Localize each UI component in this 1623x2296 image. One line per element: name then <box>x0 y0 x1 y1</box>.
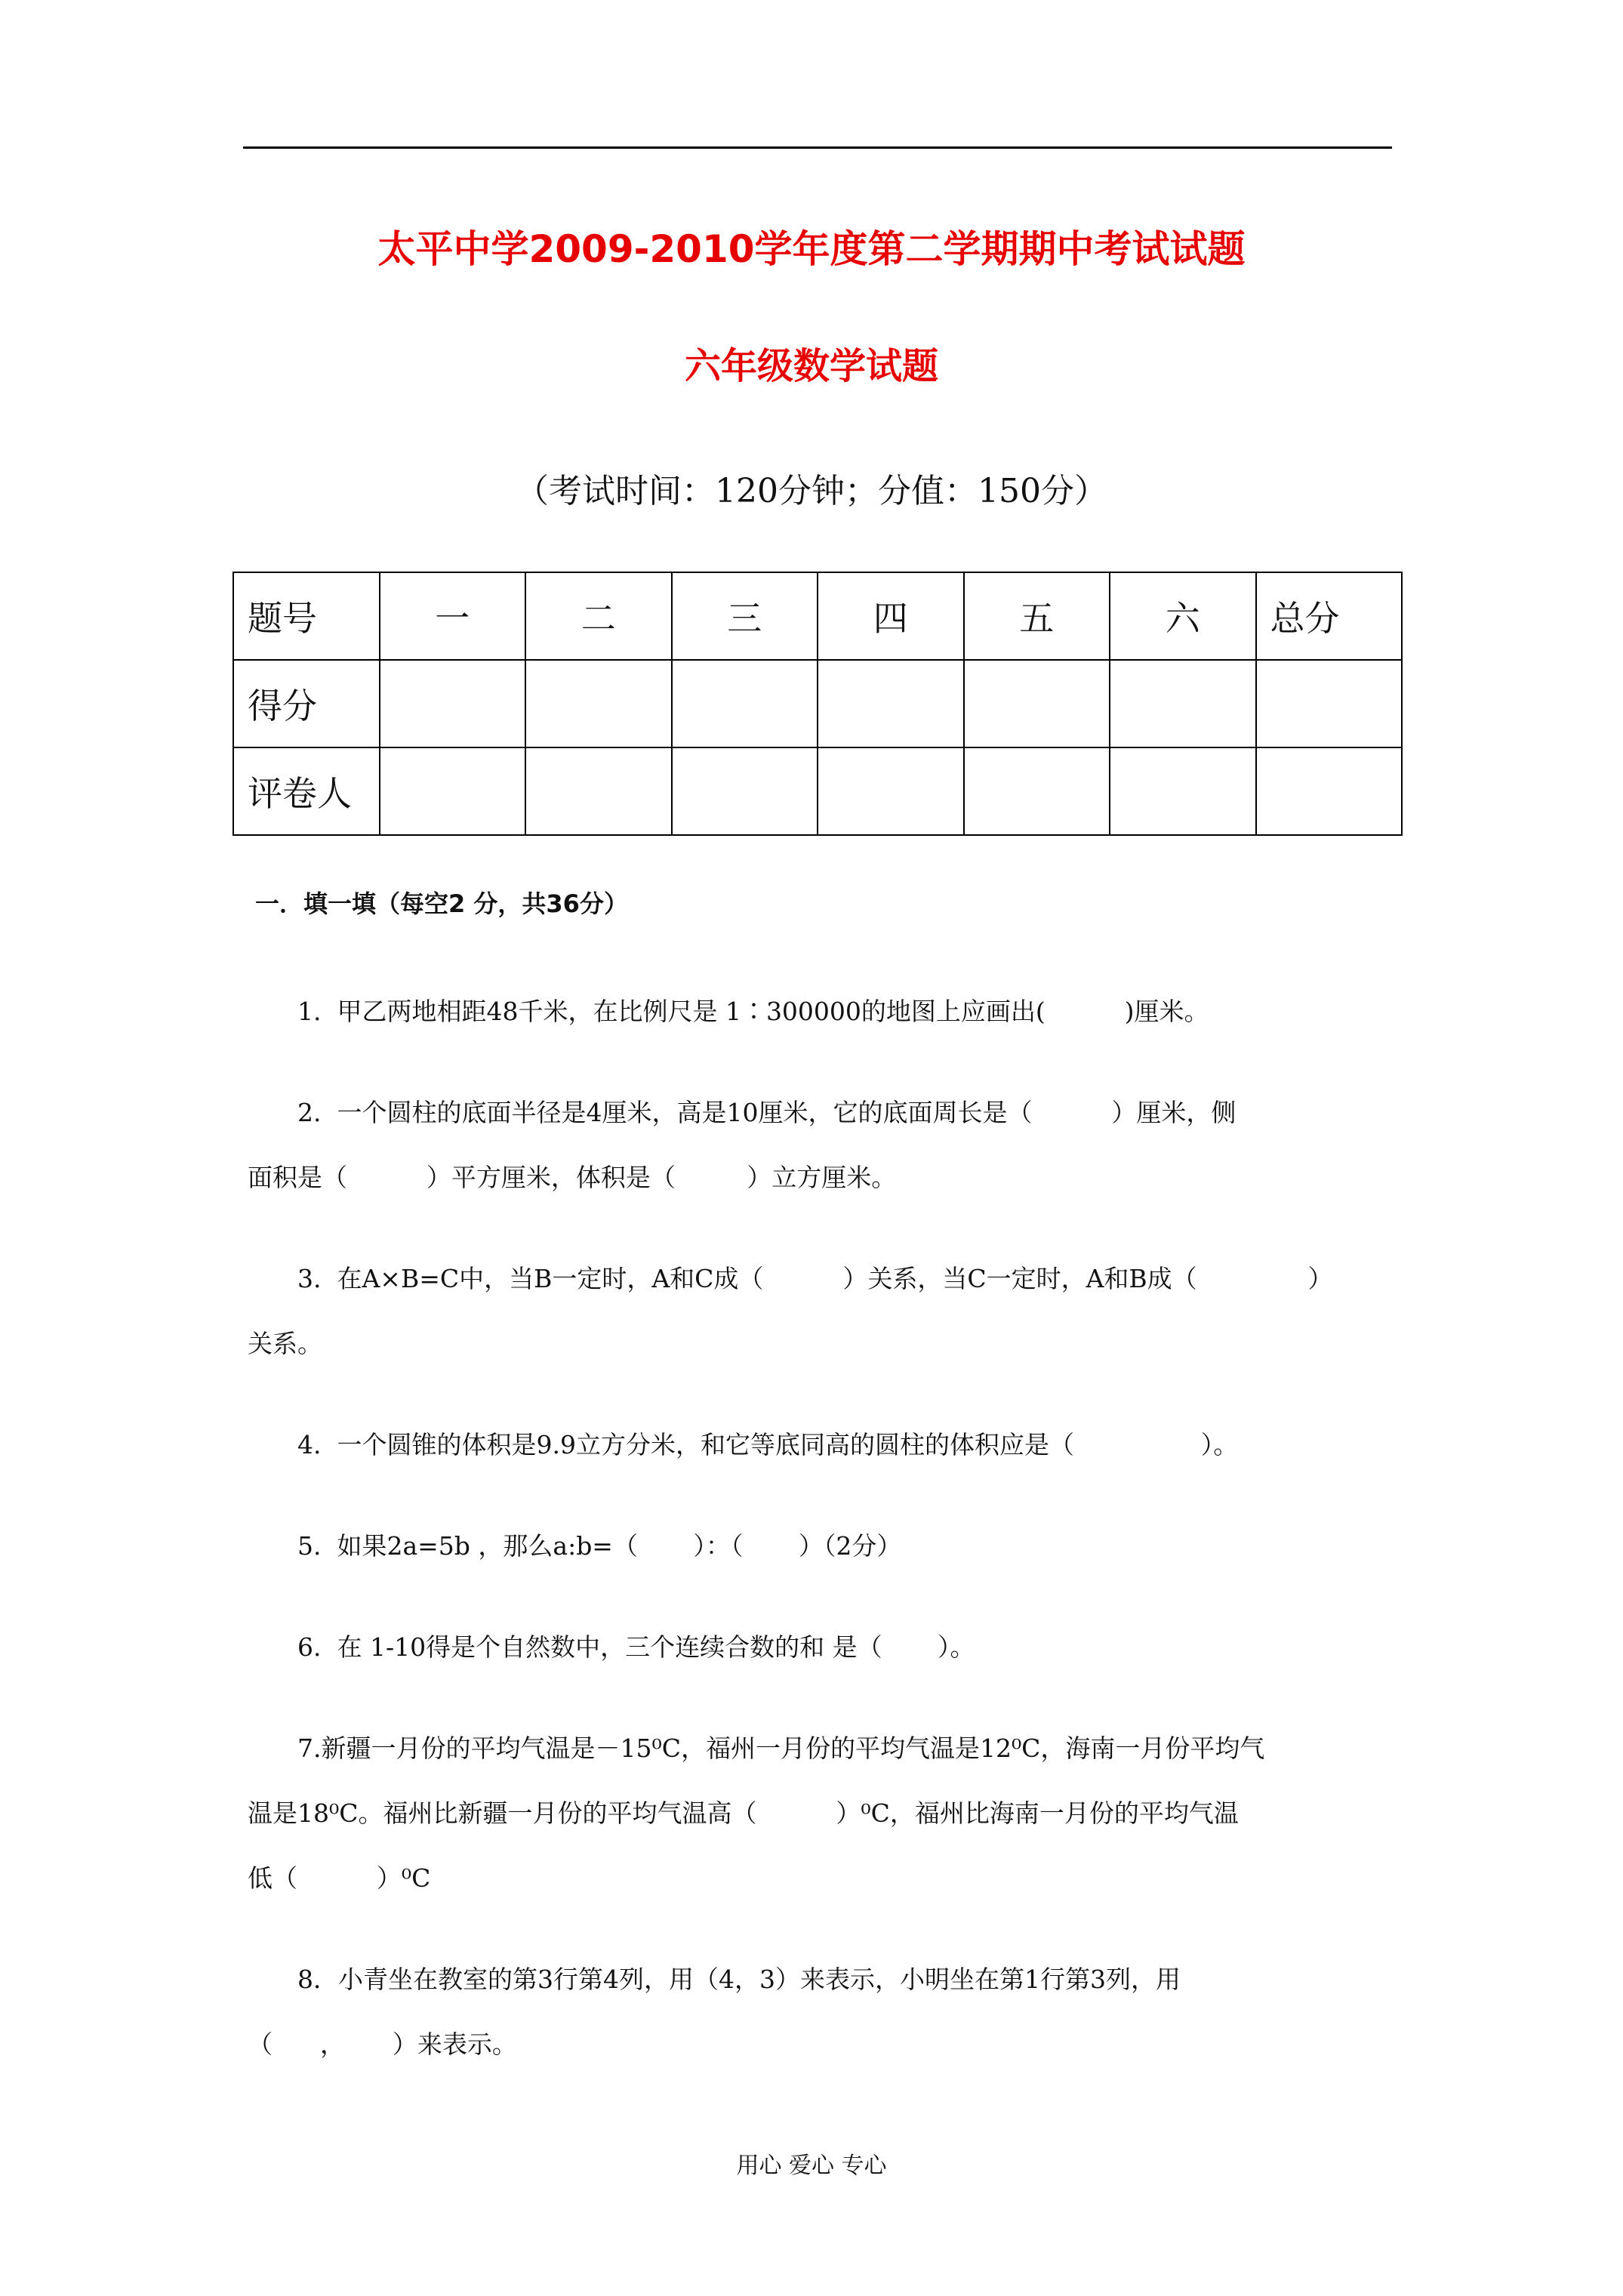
question-2: 2. 一个圆柱的底面半径是4厘米，高是10厘米，它的底面周长是（ ）厘米，侧 <box>297 1098 1236 1127</box>
score-cell[interactable] <box>818 660 964 747</box>
score-table-header-cell: 二 <box>525 572 672 660</box>
score-row-label: 得分 <box>233 660 380 747</box>
grader-cell[interactable] <box>525 747 672 835</box>
grader-cell[interactable] <box>1256 747 1403 835</box>
question-8-cont: （ ， ）来表示。 <box>248 2029 517 2059</box>
question-7-cont: 温是18⁰C。福州比新疆一月份的平均气温高（ ）⁰C，福州比海南一月份的平均气温 <box>248 1798 1239 1828</box>
question-3: 3. 在A×B=C中，当B一定时，A和C成（ ）关系，当C一定时，A和B成（ ） <box>297 1264 1333 1293</box>
score-table-header-cell: 三 <box>672 572 818 660</box>
grader-row-label: 评卷人 <box>233 747 380 835</box>
grader-cell[interactable] <box>672 747 818 835</box>
score-cell[interactable] <box>964 660 1110 747</box>
score-table-header-cell: 题号 <box>233 572 380 660</box>
grader-cell[interactable] <box>818 747 964 835</box>
question-1: 1. 甲乙两地相距48千米，在比例尺是 1∶300000的地图上应画出( )厘米。 <box>297 997 1209 1026</box>
question-8: 8．小青坐在教室的第3行第4列，用（4，3）来表示，小明坐在第1行第3列，用 <box>297 1965 1181 1994</box>
score-table-header-cell: 一 <box>380 572 526 660</box>
exam-title: 太平中学2009-2010学年度第二学期期中考试试题 <box>377 227 1246 271</box>
question-2-cont: 面积是（ ）平方厘米，体积是（ ）立方厘米。 <box>248 1163 897 1192</box>
score-table <box>233 572 1403 836</box>
score-cell[interactable] <box>1256 660 1403 747</box>
score-table-header-cell: 总分 <box>1256 572 1403 660</box>
exam-meta: （考试时间：120分钟；分值：150分） <box>516 472 1107 510</box>
score-table-header-cell: 六 <box>1110 572 1256 660</box>
score-table-row <box>233 747 1402 835</box>
grader-cell[interactable] <box>964 747 1110 835</box>
score-table-header-row <box>233 572 1402 660</box>
score-cell[interactable] <box>525 660 672 747</box>
page-footer: 用心 爱心 专心 <box>736 2153 887 2179</box>
question-3-cont: 关系。 <box>248 1329 322 1358</box>
grader-cell[interactable] <box>380 747 526 835</box>
section-heading: 一．填一填（每空2 分，共36分） <box>255 889 628 918</box>
question-7-cont: 低（ ）⁰C <box>248 1863 431 1893</box>
question-4: 4. 一个圆锥的体积是9.9立方分米，和它等底同高的圆柱的体积应是（ ）。 <box>297 1430 1239 1459</box>
grader-cell[interactable] <box>1110 747 1256 835</box>
exam-subtitle: 六年级数学试题 <box>684 345 938 387</box>
score-cell[interactable] <box>672 660 818 747</box>
question-7: 7.新疆一月份的平均气温是－15⁰C，福州一月份的平均气温是12⁰C，海南一月份平均气 <box>297 1734 1265 1763</box>
score-cell[interactable] <box>1110 660 1256 747</box>
score-table-header-cell: 四 <box>818 572 964 660</box>
question-5: 5. 如果2a=5b ，那么a:b=（ ）：（ ）（2分） <box>297 1531 902 1561</box>
header-rule <box>243 146 1392 149</box>
score-table-row <box>233 660 1402 747</box>
score-cell[interactable] <box>380 660 526 747</box>
score-table-header-cell: 五 <box>964 572 1110 660</box>
question-6: 6. 在 1-10得是个自然数中，三个连续合数的和 是（ ）。 <box>297 1632 975 1662</box>
